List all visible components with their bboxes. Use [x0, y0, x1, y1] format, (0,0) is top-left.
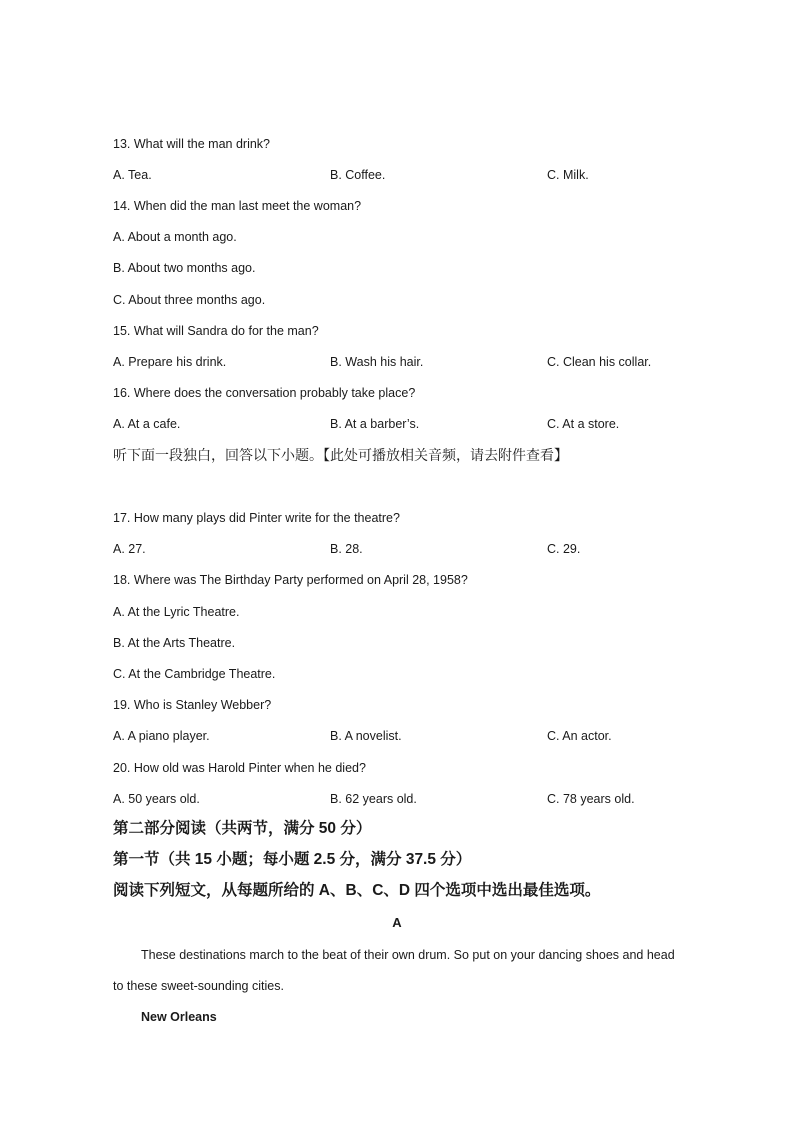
- q15-option-c: C. Clean his collar.: [547, 355, 652, 369]
- q14-option-b: B. About two months ago.: [113, 261, 256, 275]
- section-one-title: 第一节（共 15 小题；每小题 2.5 分，满分 37.5 分）: [113, 851, 472, 868]
- q13-option-c: C. Milk.: [547, 168, 589, 182]
- q13-option-b: B. Coffee.: [330, 168, 386, 182]
- q15-option-a: A. Prepare his drink.: [113, 355, 227, 369]
- q18-option-a: A. At the Lyric Theatre.: [113, 605, 240, 619]
- q19-option-a: A. A piano player.: [113, 729, 210, 743]
- q20-option-b: B. 62 years old.: [330, 792, 417, 806]
- passage-intro-line-2: to these sweet-sounding cities.: [113, 979, 284, 993]
- q19-option-b: B. A novelist.: [330, 729, 402, 743]
- question-17: 17. How many plays did Pinter write for the theatre?: [113, 511, 400, 525]
- monologue-instruction: 听下面一段独白，回答以下小题。【此处可播放相关音频，请去附件查看】: [113, 447, 568, 463]
- q17-option-c: C. 29.: [547, 542, 581, 556]
- q14-option-a: A. About a month ago.: [113, 230, 237, 244]
- question-19: 19. Who is Stanley Webber?: [113, 698, 272, 712]
- reading-instruction: 阅读下列短文，从每题所给的 A、B、C、D 四个选项中选出最佳选项。: [113, 882, 601, 899]
- q14-option-c: C. About three months ago.: [113, 293, 266, 307]
- q16-option-a: A. At a cafe.: [113, 417, 181, 431]
- q20-option-a: A. 50 years old.: [113, 792, 200, 806]
- q19-option-c: C. An actor.: [547, 729, 612, 743]
- q20-option-c: C. 78 years old.: [547, 792, 635, 806]
- q17-option-a: A. 27.: [113, 542, 146, 556]
- q13-option-a: A. Tea.: [113, 168, 152, 182]
- part-two-title: 第二部分阅读（共两节，满分 50 分）: [113, 820, 372, 837]
- question-13: 13. What will the man drink?: [113, 137, 271, 151]
- q18-option-c: C. At the Cambridge Theatre.: [113, 667, 276, 681]
- q17-option-b: B. 28.: [330, 542, 363, 556]
- question-15: 15. What will Sandra do for the man?: [113, 324, 319, 338]
- question-16: 16. Where does the conversation probably take place?: [113, 386, 416, 400]
- question-20: 20. How old was Harold Pinter when he died?: [113, 761, 366, 775]
- passage-letter: A: [392, 915, 402, 930]
- q16-option-b: B. At a barber’s.: [330, 417, 420, 431]
- passage-intro-line-1: These destinations march to the beat of their own drum. So put on your dancing shoes and head: [141, 948, 675, 962]
- q15-option-b: B. Wash his hair.: [330, 355, 424, 369]
- question-18: 18. Where was The Birthday Party performed on April 28, 1958?: [113, 573, 468, 587]
- question-14: 14. When did the man last meet the woman?: [113, 199, 362, 213]
- passage-subhead: New Orleans: [141, 1010, 217, 1024]
- q16-option-c: C. At a store.: [547, 417, 620, 431]
- q18-option-b: B. At the Arts Theatre.: [113, 636, 236, 650]
